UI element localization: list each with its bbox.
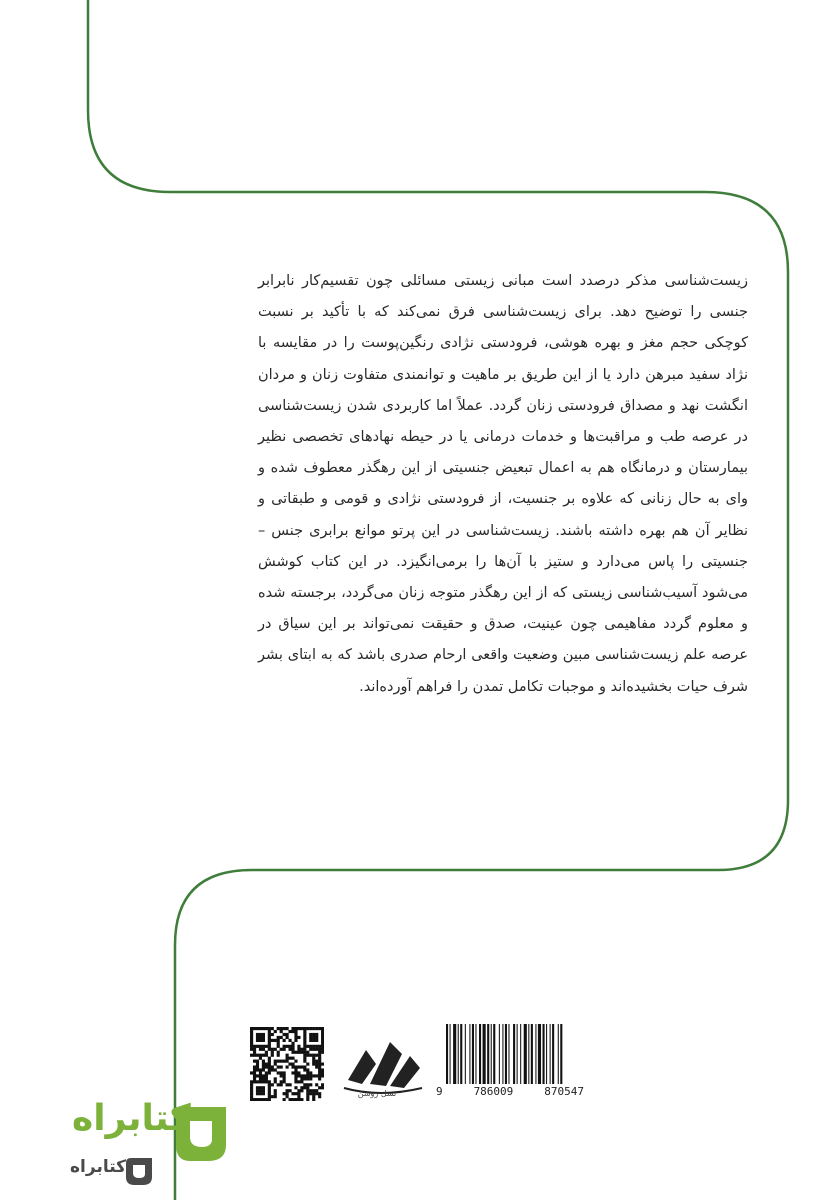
qr-code	[250, 1027, 324, 1101]
blurb-paragraph: زیست‌شناسی مذکر درصدد است مبانی زیستی مسائلی چون تقسیم‌کار نابرابر جنسی را توضیح دهد. برای زیست‌شناسی فرق نمی‌کند که با تأکید بر نسبت کوچکی حجم مغز و بهره هوشی، فرودستی نژادی رنگین‌پوست را در مقایسه با نژاد سفید مبرهن دارد یا از این طریق بر ماهیت و توانمندی متفاوت زنان و مردان انگشت نهد و مصداق فرودستی زنان گردد. عملاً اما کاربردی شدن زیست‌شناسی در عرصه طب و مراقبت‌ها و خدمات درمانی یا در حیطه نهادهای تخصصی نظیر بیمارستان و درمانگاه هم به اعمال تبعیض جنسیتی از این رهگذر معطوف شده و وای به حال زنانی که علاوه بر جنسیت، از فرودستی نژادی و قومی و طبقاتی و نظایر آن هم بهره داشته باشند. زیست‌شناسی در این پرتو موانع برابری جنس – جنسیتی را پاس می‌دارد و ستیز با آن‌ها را برمی‌انگیزد. در این کتاب کوشش می‌شود آسیب‌شناسی زیستی که از این رهگذر متوجه زنان می‌گردد، برجسته شده و معلوم گردد مفاهیمی چون عینیت، صدق و حقیقت نمی‌تواند بر این سیاق در عرصه علم زیست‌شناسی مبین وضعیت واقعی ارحام صدری باشد که به ابتای بشر شرف حیات بخشیده‌اند و موجبات تکامل تمدن را فراهم آورده‌اند.	[258, 273, 748, 695]
barcode	[444, 1024, 590, 1084]
isbn-number	[436, 1085, 584, 1098]
isbn-part: 9	[436, 1085, 443, 1098]
publisher-name: نسل روشن	[357, 1089, 397, 1098]
watermark-subtitle: کتابراه	[70, 1157, 127, 1177]
watermark-title: کتابراه	[72, 1098, 191, 1139]
isbn-part: 786009	[473, 1085, 514, 1098]
ketabrah-small-logo-icon	[123, 1155, 155, 1187]
isbn-part: 870547	[544, 1085, 584, 1098]
ketabrah-watermark	[30, 1095, 220, 1190]
back-cover-blurb	[258, 266, 748, 703]
